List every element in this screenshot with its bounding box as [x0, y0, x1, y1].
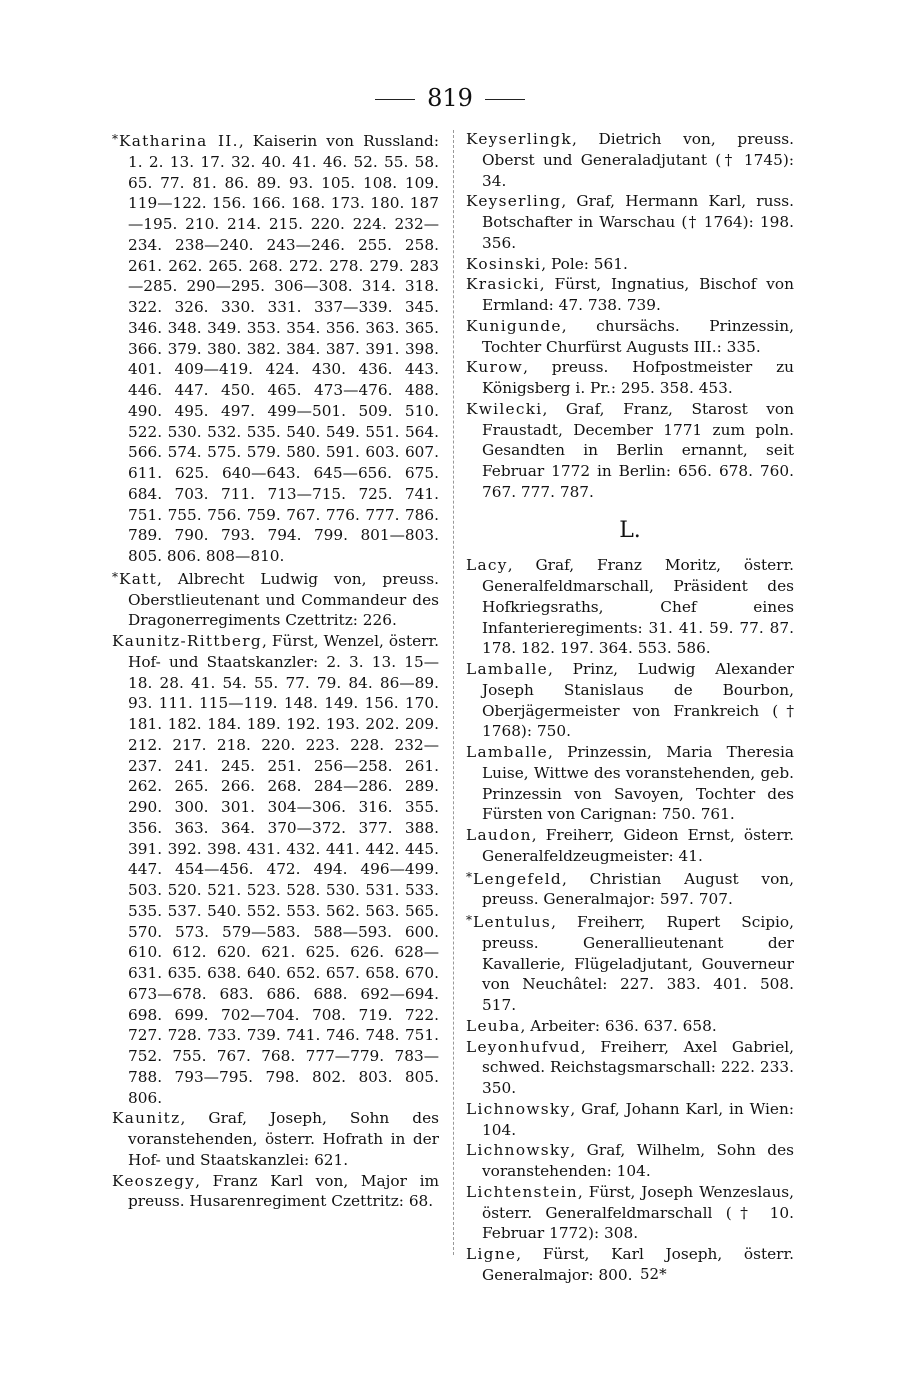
index-entry [466, 274, 794, 316]
entry-text: , Prinz, Ludwig Alexander Joseph Stanislaus de Bourbon, Oberjägermeister von Frankreich († 1768): 750. [482, 660, 794, 741]
entry-name: Keyserlingk [466, 130, 572, 148]
entry-text: , Franz Karl von, Major im preuss. Husarenregiment Czettritz: 68. [128, 1171, 439, 1211]
entry-name: Kurow [466, 358, 524, 377]
asterisk-mark: * [112, 132, 118, 146]
entry-name: Leyonhufvud [466, 1037, 581, 1056]
entry-text: , Kaiserin von Russland: 1. 2. 13. 17. 32. 40. 41. 46. 52. 55. 58. 65. 77. 81. 86. 89. 93. 105. 108. 109. 119—122. 156. 166. 168. 173. 180. 187—195. 210. 214. 215. 220. 224. 232—234. 238—240. 243—246. 255. 258. 261. 262. 265. 268. 272. 278. 279. 283—285. 290—295. 306—308. 314. 318. 322. 326. 330. 331. 337—339. 345. 346. 348. 349. 353. 354. 356. 363. 365. 366. 379. 380. 382. 384. 387. 391. 398. 401. 409—419. 424. 430. 436. 443. 446. 447. 450. 465. 473—476. 488. 490. 495. 497. 499—501. 509. 510. 522. 530. 532. 535. 540. 549. 551. 564. 566. 574. 575. 579. 580. 591. 603. 607. 611. 625. 640—643. 645—656. 675. 684. 703. 711. 713—715. 725. 741. 751. 755. 756. 759. 767. 776. 777. 786. 789. 790. 793. 794. 799. 801—803. 805. 806. 808—810. [128, 132, 439, 565]
entry-text: , Graf, Hermann Karl, russ. Botschafter in Warschau († 1764): 198. 356. [482, 192, 794, 252]
asterisk-mark: * [466, 913, 472, 927]
entry-name: Leuba [466, 1016, 521, 1035]
index-entry [466, 316, 794, 358]
entry-text: , Graf, Joseph, Sohn des voranstehenden, österr. Hofrath in der Hof- und Staatskanzlei: 621. [128, 1109, 439, 1169]
index-entry [466, 1244, 794, 1286]
index-entry [466, 555, 794, 659]
entry-name: Kaunitz [112, 1109, 181, 1128]
entry-text: , Fürst, Ingnatius, Bischof von Ermland: 47. 738. 739. [482, 275, 794, 314]
index-entry [466, 191, 794, 253]
entry-text: , Pole: 561. [541, 254, 628, 273]
entry-name: Lengefeld [473, 869, 563, 888]
entry-name: Lichnowsky [466, 1099, 571, 1118]
index-entry [112, 567, 439, 631]
entry-text: , Freiherr, Gideon Ernst, österr. Generalfeldzeugmeister: 41. [482, 826, 794, 865]
entry-text: , Dietrich von, preuss. Oberst und Generaladjutant († 1745): 34. [482, 130, 794, 190]
left-column [112, 129, 439, 1212]
entry-text: , Graf, Wilhelm, Sohn des voranstehenden: 104. [482, 1141, 794, 1180]
index-entry [466, 742, 794, 825]
index-entry [466, 254, 794, 275]
signature-mark: 52* [640, 1265, 667, 1283]
entry-name: Lichtenstein [466, 1182, 578, 1201]
entry-name: Lentulus [473, 913, 552, 931]
index-entry [112, 129, 439, 567]
entry-name: Ligne [466, 1245, 517, 1263]
page-header [0, 84, 900, 112]
entry-text: , Freiherr, Rupert Scipio, preuss. Generallieutenant der Kavallerie, Flügeladjutant, Gouverneur von Neuchâtel: 227. 383. 401. 508. 517. [482, 913, 794, 1014]
entry-name: Katharina II. [119, 132, 239, 150]
asterisk-mark: * [112, 569, 118, 584]
right-column [466, 129, 794, 1286]
index-entry [466, 1037, 794, 1099]
index-entry [112, 631, 439, 1108]
index-entry [466, 1016, 794, 1037]
index-entry [466, 357, 794, 399]
index-entry [466, 1140, 794, 1182]
entry-text: , chursächs. Prinzessin, Tochter Churfürst Augusts III.: 335. [482, 316, 794, 356]
entry-name: Laudon [466, 826, 532, 844]
asterisk-mark: * [466, 869, 472, 884]
entry-text: , Graf, Franz Moritz, österr. Generalfeldmarschall, Präsident des Hofkriegsraths, Chef eines Infanterieregiments: 31. 41. 59. 77. 87. 178. 182. 197. 364. 553. 586. [482, 556, 794, 658]
page-number: 819 [427, 84, 473, 112]
entry-text: , Arbeiter: 636. 637. 658. [520, 1016, 717, 1035]
entry-text: , Fürst, Wenzel, österr. Hof- und Staatskanzler: 2. 3. 13. 15—18. 28. 41. 54. 55. 77. 79. 84. 86—89. 93. 111. 115—119. 148. 149. 156. 170. 181. 182. 184. 189. 192. 193. 202. 209. 212. 217. 218. 220. 223. 228. 232—237. 241. 245. 251. 256—258. 261. 262. 265. 266. 268. 284—286. 289. 290. 300. 301. 304—306. 316. 355. 356. 363. 364. 370—372. 377. 388. 391. 392. 398. 431. 432. 441. 442. 445. 447. 454—456. 472. 494. 496—499. 503. 520. 521. 523. 528. 530. 531. 533. 535. 537. 540. 552. 553. 562. 563. 565. 570. 573. 579—583. 588—593. 600. 610. 612. 620. 621. 625. 626. 628—631. 635. 638. 640. 652. 657. 658. 670. 673—678. 683. 686. 688. 692—694. 698. 699. 702—704. 708. 719. 722. 727. 728. 733. 739. 741. 746. 748. 751. 752. 755. 767. 768. 777—779. 783—788. 793—795. 798. 802. 803. 805. 806. [128, 632, 439, 1107]
entry-name: Lamballe [466, 660, 548, 678]
entry-name: Lamballe [466, 743, 548, 761]
entry-text: , Prinzessin, Maria Theresia Luise, Wittwe des voranstehenden, geb. Prinzessin von Savoyen, Tochter des Fürsten von Carignan: 750. 761. [482, 743, 794, 824]
index-entry [112, 1171, 439, 1213]
column-divider [453, 130, 454, 1255]
entry-text: , Albrecht Ludwig von, preuss. Oberstlieutenant und Commandeur des Dragonerregiments Czettritz: 226. [128, 569, 439, 630]
index-entry [466, 659, 794, 742]
index-entry [466, 399, 794, 503]
index-entry [466, 129, 794, 191]
entry-name: Keoszegy [112, 1171, 196, 1190]
entry-name: Lichnowsky [466, 1141, 571, 1160]
entry-name: Kosinski [466, 254, 542, 273]
entry-name: Krasicki [466, 275, 540, 294]
header-dash-left [375, 99, 415, 100]
index-entry [466, 910, 794, 1016]
section-letter-l: L. [619, 517, 641, 543]
entry-name: Kwilecki [466, 399, 543, 418]
entry-text: , preuss. Hofpostmeister zu Königsberg i. Pr.: 295. 358. 453. [482, 358, 794, 397]
entry-text: , Freiherr, Axel Gabriel, schwed. Reichstagsmarschall: 222. 233. 350. [482, 1037, 794, 1097]
index-entry [466, 867, 794, 911]
entry-text: , Graf, Franz, Starost von Fraustadt, December 1771 zum poln. Gesandten in Berlin ernannt, seit Februar 1772 in Berlin: 656. 678. 760. 767. 777. 787. [482, 399, 794, 501]
entry-text: , Christian August von, preuss. Generalmajor: 597. 707. [482, 869, 794, 909]
l-entries [466, 555, 794, 1285]
header-dash-right [485, 99, 525, 100]
entry-name: Lacy [466, 556, 508, 575]
entry-name: Kaunitz-Rittberg [112, 632, 262, 650]
index-entry [466, 1099, 794, 1141]
entry-text: , Fürst, Joseph Wenzeslaus, österr. Generalfeldmarschall († 10. Februar 1772): 308. [482, 1182, 794, 1243]
k-entries [466, 129, 794, 503]
index-entry [112, 1108, 439, 1170]
entry-text: , Fürst, Karl Joseph, österr. Generalmajor: 800. [482, 1245, 794, 1284]
index-entry [466, 825, 794, 867]
entry-text: , Graf, Johann Karl, in Wien: 104. [482, 1099, 794, 1139]
entry-name: Keyserling [466, 192, 562, 211]
entry-name: Katt [119, 569, 158, 588]
entry-name: Kunigunde [466, 316, 562, 335]
index-entry [466, 1182, 794, 1244]
